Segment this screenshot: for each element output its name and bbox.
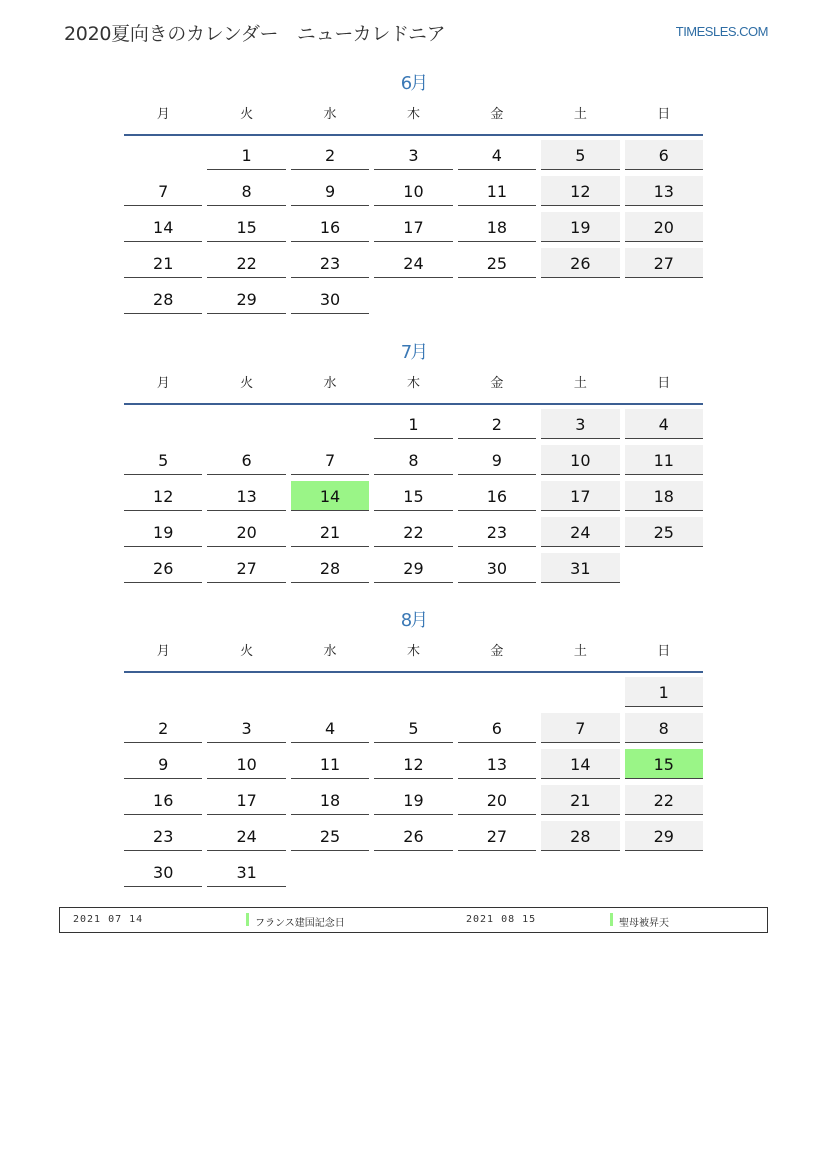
week-row: [124, 409, 703, 440]
weekday-label: 火: [240, 107, 254, 122]
day-cell: 11: [458, 176, 536, 206]
weekday-header: [124, 106, 703, 136]
weekday-label: 月: [156, 107, 170, 122]
empty-day-cell: [374, 857, 452, 887]
weekday-label: 水: [323, 644, 337, 659]
day-cell: 20: [207, 517, 285, 547]
day-cell: 25: [291, 821, 369, 851]
day-cell: 19: [541, 212, 619, 242]
weekday-label: 月: [156, 376, 170, 391]
empty-day-cell: [374, 284, 452, 314]
week-row: [124, 713, 703, 744]
day-cell: 31: [207, 857, 285, 887]
weekday-label: 金: [490, 644, 504, 659]
week-row: [124, 749, 703, 780]
day-cell: 13: [207, 481, 285, 511]
day-cell: 11: [625, 445, 703, 475]
day-cell: 22: [207, 248, 285, 278]
day-cell: 5: [374, 713, 452, 743]
weekday-label: 日: [657, 107, 671, 122]
empty-day-cell: [291, 857, 369, 887]
empty-day-cell: [541, 677, 619, 707]
day-cell: 24: [374, 248, 452, 278]
day-cell: 20: [458, 785, 536, 815]
day-cell: 16: [458, 481, 536, 511]
day-cell: 13: [625, 176, 703, 206]
weekday-label: 金: [490, 107, 504, 122]
weekday-label: 日: [657, 644, 671, 659]
day-cell: 5: [541, 140, 619, 170]
day-cell: 12: [374, 749, 452, 779]
empty-day-cell: [124, 677, 202, 707]
day-cell: 3: [374, 140, 452, 170]
day-cell: 16: [124, 785, 202, 815]
legend-holiday-name: 聖母被昇天: [619, 918, 669, 929]
week-row: [124, 140, 703, 171]
day-cell: 5: [124, 445, 202, 475]
empty-day-cell: [291, 409, 369, 439]
week-row: [124, 212, 703, 243]
brand-link[interactable]: TIMESLES.COM: [675, 24, 768, 39]
holiday-legend: [59, 907, 768, 933]
legend-holiday-name: フランス建国記念日: [255, 918, 345, 929]
holiday-day-cell: 15: [625, 749, 703, 779]
day-cell: 22: [625, 785, 703, 815]
day-cell: 2: [458, 409, 536, 439]
week-row: [124, 857, 703, 888]
day-cell: 26: [374, 821, 452, 851]
day-cell: 20: [625, 212, 703, 242]
day-cell: 10: [374, 176, 452, 206]
weekday-header: [124, 375, 703, 405]
day-cell: 8: [207, 176, 285, 206]
legend-color-marker: [610, 913, 613, 926]
day-cell: 26: [541, 248, 619, 278]
month-title: 8月: [400, 610, 427, 631]
weekday-label: 木: [406, 376, 420, 391]
weekday-label: 土: [573, 644, 587, 659]
day-cell: 24: [541, 517, 619, 547]
day-cell: 17: [207, 785, 285, 815]
day-cell: 8: [625, 713, 703, 743]
day-cell: 6: [458, 713, 536, 743]
empty-day-cell: [625, 553, 703, 583]
empty-day-cell: [124, 409, 202, 439]
empty-day-cell: [207, 409, 285, 439]
week-row: [124, 677, 703, 708]
month-july: [124, 341, 703, 589]
legend-color-marker: [246, 913, 249, 926]
day-cell: 27: [207, 553, 285, 583]
day-cell: 29: [625, 821, 703, 851]
day-cell: 13: [458, 749, 536, 779]
day-cell: 23: [458, 517, 536, 547]
empty-day-cell: [124, 140, 202, 170]
day-cell: 21: [541, 785, 619, 815]
day-cell: 25: [458, 248, 536, 278]
weekday-label: 水: [323, 376, 337, 391]
day-cell: 21: [124, 248, 202, 278]
day-cell: 10: [207, 749, 285, 779]
day-cell: 9: [291, 176, 369, 206]
day-cell: 4: [291, 713, 369, 743]
day-cell: 15: [207, 212, 285, 242]
day-cell: 6: [207, 445, 285, 475]
week-row: [124, 248, 703, 279]
day-cell: 9: [124, 749, 202, 779]
legend-date: 2021 07 14: [73, 914, 144, 925]
day-cell: 1: [625, 677, 703, 707]
week-row: [124, 821, 703, 852]
weekday-label: 水: [323, 107, 337, 122]
weekday-label: 木: [406, 644, 420, 659]
empty-day-cell: [458, 677, 536, 707]
day-cell: 28: [541, 821, 619, 851]
empty-day-cell: [458, 857, 536, 887]
day-cell: 18: [458, 212, 536, 242]
day-cell: 23: [291, 248, 369, 278]
day-cell: 11: [291, 749, 369, 779]
day-cell: 30: [124, 857, 202, 887]
day-cell: 19: [124, 517, 202, 547]
day-cell: 7: [124, 176, 202, 206]
empty-day-cell: [625, 284, 703, 314]
weekday-header: [124, 643, 703, 673]
weekday-label: 木: [406, 107, 420, 122]
day-cell: 22: [374, 517, 452, 547]
weekday-label: 土: [573, 107, 587, 122]
day-cell: 1: [207, 140, 285, 170]
empty-day-cell: [291, 677, 369, 707]
month-title: 6月: [400, 73, 427, 94]
day-cell: 3: [541, 409, 619, 439]
day-cell: 7: [291, 445, 369, 475]
week-row: [124, 553, 703, 584]
day-cell: 8: [374, 445, 452, 475]
day-cell: 10: [541, 445, 619, 475]
day-cell: 21: [291, 517, 369, 547]
weekday-label: 火: [240, 376, 254, 391]
month-title: 7月: [400, 342, 427, 363]
weekday-label: 月: [156, 644, 170, 659]
day-cell: 28: [291, 553, 369, 583]
day-cell: 29: [374, 553, 452, 583]
day-cell: 18: [291, 785, 369, 815]
day-cell: 27: [458, 821, 536, 851]
holiday-day-cell: 14: [291, 481, 369, 511]
week-row: [124, 481, 703, 512]
day-cell: 4: [458, 140, 536, 170]
day-cell: 12: [541, 176, 619, 206]
week-row: [124, 785, 703, 816]
day-cell: 19: [374, 785, 452, 815]
month-june: [124, 72, 703, 320]
day-cell: 31: [541, 553, 619, 583]
day-cell: 25: [625, 517, 703, 547]
empty-day-cell: [541, 857, 619, 887]
legend-date: 2021 08 15: [466, 914, 537, 925]
week-row: [124, 445, 703, 476]
day-cell: 9: [458, 445, 536, 475]
day-cell: 27: [625, 248, 703, 278]
day-cell: 30: [291, 284, 369, 314]
month-august: [124, 609, 703, 893]
day-cell: 12: [124, 481, 202, 511]
week-row: [124, 517, 703, 548]
day-cell: 1: [374, 409, 452, 439]
day-cell: 24: [207, 821, 285, 851]
day-cell: 2: [291, 140, 369, 170]
empty-day-cell: [374, 677, 452, 707]
day-cell: 14: [124, 212, 202, 242]
week-row: [124, 284, 703, 315]
day-cell: 17: [374, 212, 452, 242]
day-cell: 6: [625, 140, 703, 170]
day-cell: 3: [207, 713, 285, 743]
day-cell: 30: [458, 553, 536, 583]
day-cell: 17: [541, 481, 619, 511]
weekday-label: 火: [240, 644, 254, 659]
page-title: 2020夏向きのカレンダー ニューカレドニア: [64, 23, 446, 45]
weekday-label: 金: [490, 376, 504, 391]
day-cell: 16: [291, 212, 369, 242]
day-cell: 29: [207, 284, 285, 314]
empty-day-cell: [458, 284, 536, 314]
day-cell: 2: [124, 713, 202, 743]
day-cell: 26: [124, 553, 202, 583]
day-cell: 28: [124, 284, 202, 314]
day-cell: 14: [541, 749, 619, 779]
week-row: [124, 176, 703, 207]
day-cell: 18: [625, 481, 703, 511]
day-cell: 15: [374, 481, 452, 511]
day-cell: 7: [541, 713, 619, 743]
weekday-label: 日: [657, 376, 671, 391]
weekday-label: 土: [573, 376, 587, 391]
day-cell: 4: [625, 409, 703, 439]
empty-day-cell: [541, 284, 619, 314]
empty-day-cell: [625, 857, 703, 887]
day-cell: 23: [124, 821, 202, 851]
empty-day-cell: [207, 677, 285, 707]
